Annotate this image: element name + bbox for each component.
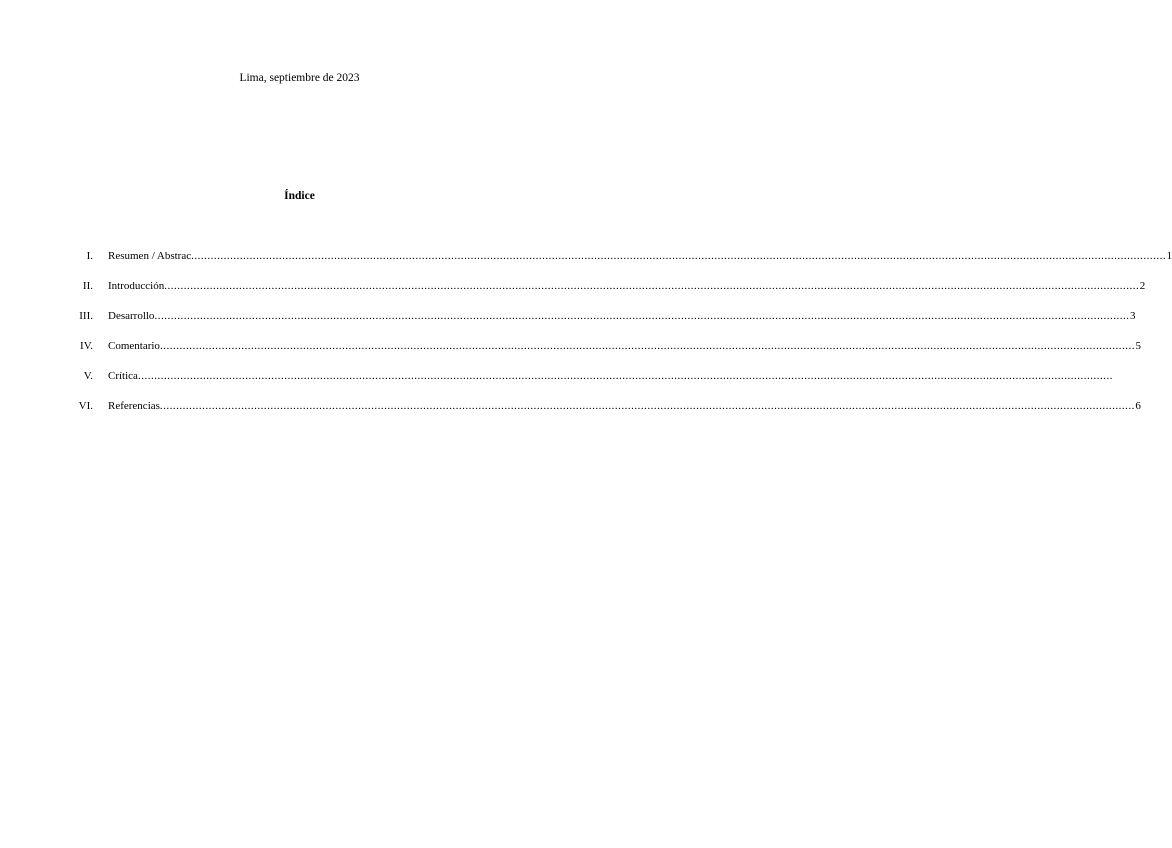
toc-entry-title: Desarrollo — [108, 310, 155, 322]
toc-entry-title: Comentario — [108, 340, 160, 352]
table-of-contents — [70, 250, 1172, 430]
toc-entry-number: III. — [79, 310, 93, 322]
toc-heading: Índice — [284, 190, 315, 202]
toc-entry-number: IV. — [80, 340, 93, 352]
toc-entry-number: II. — [82, 280, 93, 292]
toc-entry — [70, 280, 1146, 310]
toc-entry — [70, 400, 1141, 430]
toc-entry — [70, 340, 1141, 370]
toc-entry-title: Resumen / Abstrac — [108, 250, 192, 262]
toc-entry-leader: ............................................................................................................................................................................................................................................................................................................ — [159, 400, 1135, 412]
toc-entry-leader: ............................................................................................................................................................................................................................................................................................................ — [191, 250, 1167, 262]
toc-entry-leader: ............................................................................................................................................................................................................................................................................................................ — [137, 370, 1113, 382]
toc-entry-leader: ............................................................................................................................................................................................................................................................................................................ — [154, 310, 1130, 322]
toc-entry-number: V. — [83, 370, 93, 382]
toc-entry-number: VI. — [78, 400, 93, 412]
toc-entry-title: Referencias — [108, 400, 160, 412]
toc-entry — [70, 250, 1172, 280]
toc-entry-page: 3 — [1129, 310, 1136, 322]
toc-entry-page: 1 — [1166, 250, 1172, 262]
toc-entry-leader: ............................................................................................................................................................................................................................................................................................................ — [159, 340, 1135, 352]
toc-entry-page: 6 — [1135, 400, 1141, 412]
toc-entry-title: Introducción — [108, 280, 165, 292]
place-date: Lima, septiembre de 2023 — [239, 72, 360, 84]
toc-entry-number: I. — [86, 250, 93, 262]
toc-entry-page: 5 — [1135, 340, 1141, 352]
toc-entry — [70, 310, 1136, 340]
toc-entry — [70, 370, 1113, 400]
toc-entry-leader: ............................................................................................................................................................................................................................................................................................................ — [164, 280, 1140, 292]
toc-entry-title: Crítica — [108, 370, 138, 382]
toc-entry-page: 2 — [1139, 280, 1146, 292]
